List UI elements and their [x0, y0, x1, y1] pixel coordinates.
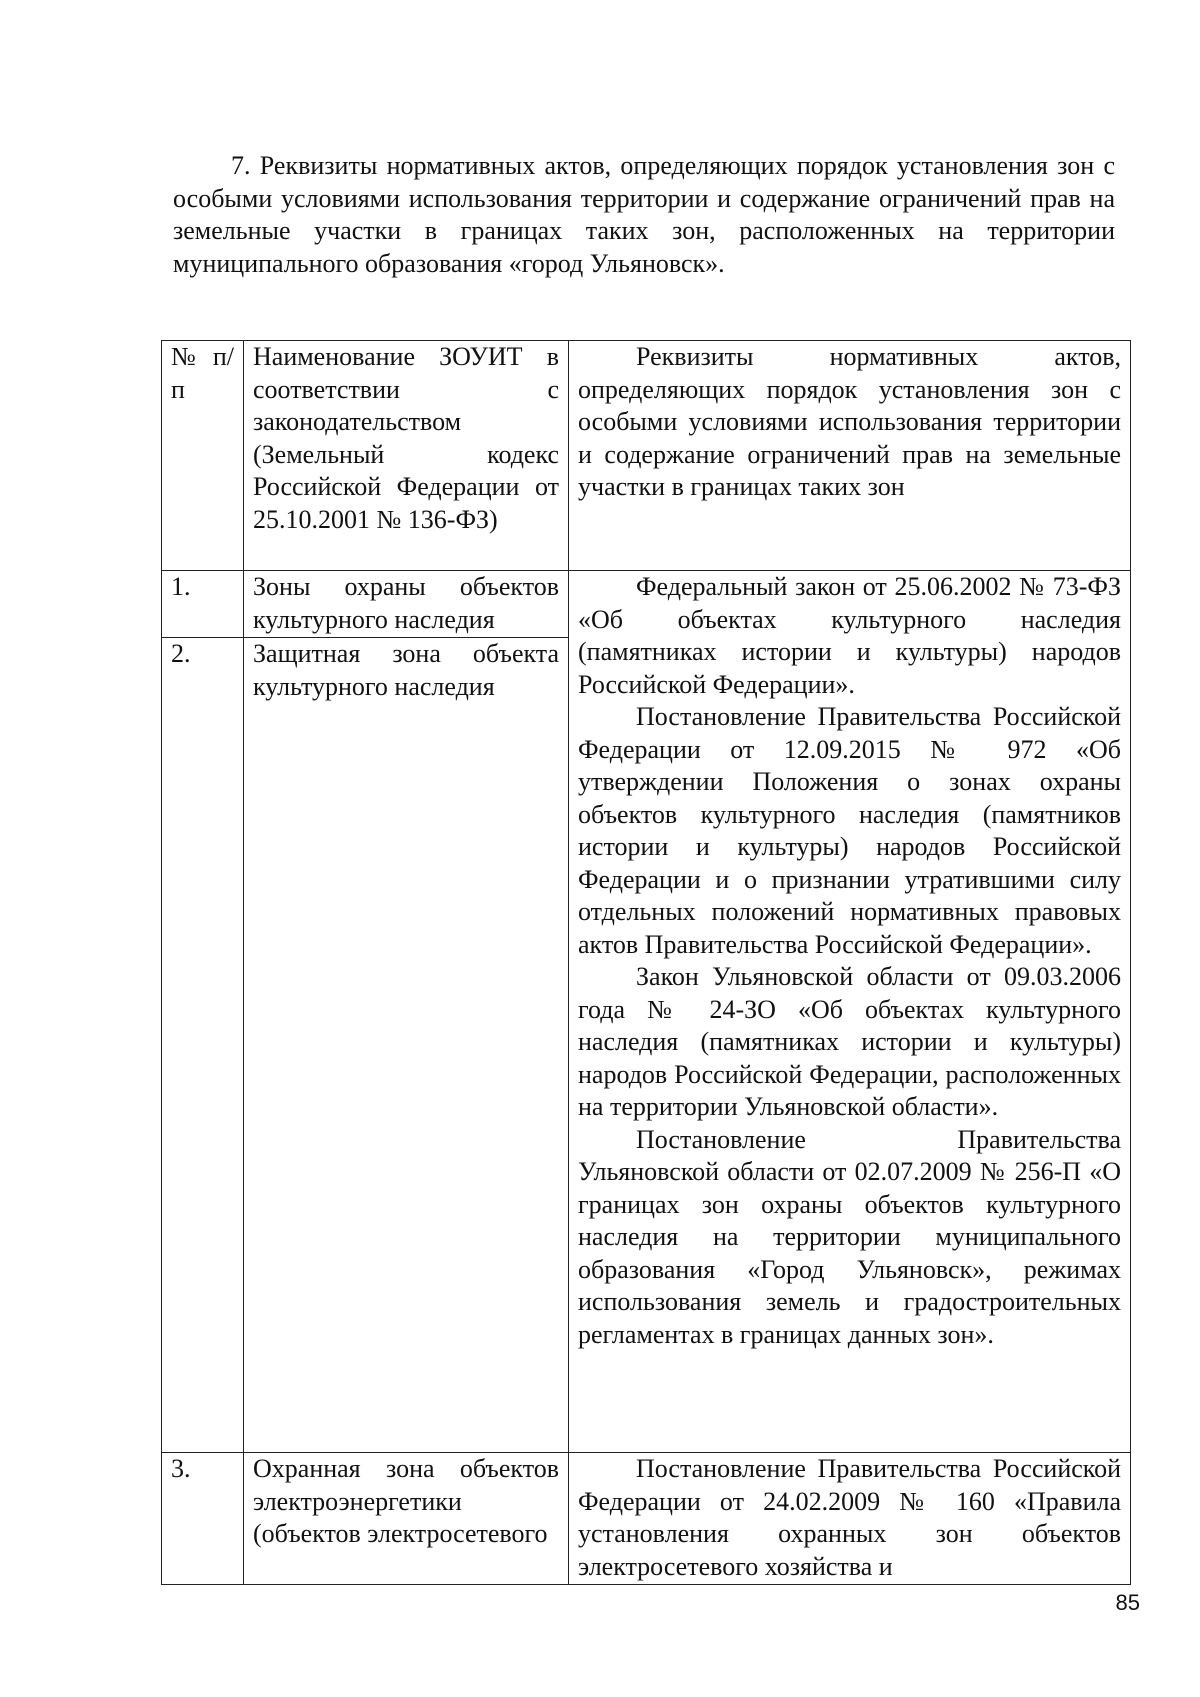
row-zone-name	[244, 1453, 569, 1585]
act-paragraph: Федеральный закон от 25.06.2002 № 73-ФЗ «Об объектах культурного наследия (памятниках истории и культуры) народов Российской Федерации».	[578, 572, 1121, 699]
row-number: 3.	[162, 1453, 244, 1585]
act-paragraph: Закон Ульяновской области от 09.03.2006 года № 24-ЗО «Об объектах культурного наследия (памятниках истории и культуры) народов Российской Федерации, расположенных на территории Ульяновской области».	[578, 962, 1121, 1121]
row-acts-cell	[569, 1453, 1131, 1585]
table-row	[162, 1453, 1131, 1585]
table-row	[162, 571, 1131, 638]
page-number: 85	[1115, 1590, 1140, 1615]
act-paragraph: Постановление Правительства Российской Федерации от 12.09.2015 № 972 «Об утверждении Положения о зонах охраны объектов культурного наследия (памятников истории и культуры) народов Российской Федерации и о признании утратившими силу отдельных положений нормативных правовых актов Правительства Российской Федерации».	[578, 702, 1121, 959]
row-zone-name-text: Охранная зона объектов электроэнергетики (объектов электросетевого	[253, 1454, 559, 1548]
act-paragraph: Постановление Правительства Ульяновской области от 02.07.2009 № 256-П «О границах зон охраны объектов культурного наследия на территории муниципального образования «Город Ульяновск», режимах использования земель и градостроительных регламентах в границах данных зон».	[578, 1124, 1121, 1349]
row-number: 1.	[162, 571, 244, 638]
header-num-cell: № п/п	[162, 341, 244, 571]
header-acts-text: Реквизиты нормативных актов, определяющих порядок установления зон с особыми условиями использования территории и содержание ограничений прав на земельные участки в границах таких зон	[578, 342, 1121, 501]
shared-acts-cell	[569, 571, 1131, 1453]
row-zone-name: Зоны охраны объектов культурного наследия	[244, 571, 569, 638]
row-acts-clip	[578, 1453, 1121, 1582]
header-name-cell: Наименование ЗОУИТ в соответствии с законодательством (Земельный кодекс Российской Федерации от 25.10.2001 № 136-ФЗ)	[244, 341, 569, 571]
section-heading: 7. Реквизиты нормативных актов, определяющих порядок установления зон с особыми условиями использования территории и содержание ограничений прав на земельные участки в границах таких зон, расположенных на территории муниципального образования «город Ульяновск».	[173, 151, 1115, 278]
table-header-row	[162, 341, 1131, 571]
row-number: 2.	[162, 638, 244, 1453]
zouit-acts-table	[161, 340, 1131, 1585]
row-zone-name: Защитная зона объекта культурного наследия	[244, 638, 569, 1453]
header-acts-cell	[569, 341, 1131, 571]
act-paragraph: Постановление Правительства Российской Федерации от 24.02.2009 № 160 «Правила установления охранных зон объектов электросетевого хозяйства и	[578, 1454, 1121, 1581]
